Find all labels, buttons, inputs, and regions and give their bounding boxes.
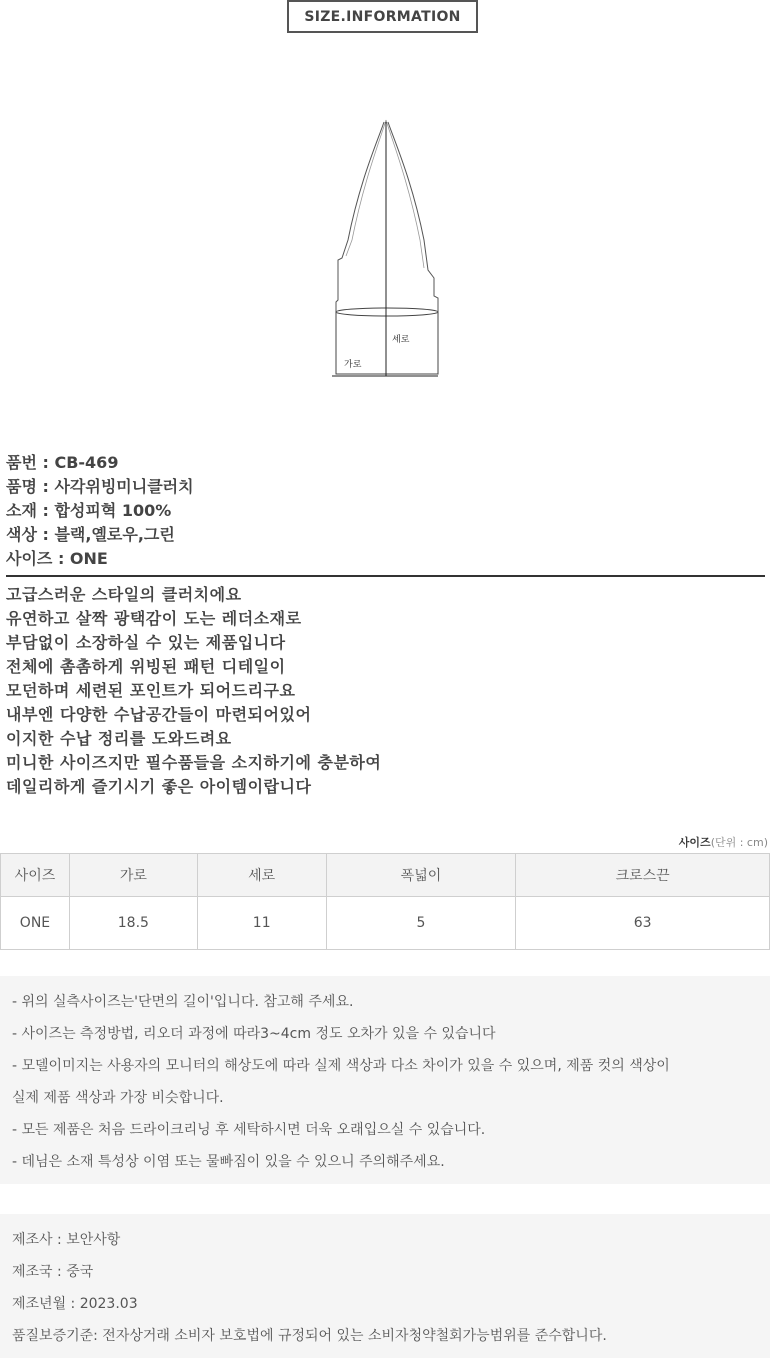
origin-line: 제조국 : 중국 (12, 1264, 94, 1280)
info-row-color: 색상 : 블랙,옐로우,그린 (6, 525, 175, 544)
product-description (6, 583, 766, 799)
info-row-size: 사이즈 : ONE (6, 549, 108, 568)
note-line: 실제 제품 색상과 가장 비슷합니다. (12, 1090, 224, 1106)
note-line: - 모든 제품은 처음 드라이크리닝 후 세탁하시면 더욱 오래입으실 수 있습니다. (12, 1122, 486, 1138)
date-line: 제조년월 : 2023.03 (12, 1296, 138, 1312)
bag-size-diagram (320, 110, 450, 390)
manufacturer-box (0, 1214, 770, 1358)
info-row-material: 소재 : 합성피혁 100% (6, 501, 172, 520)
info-row-name: 품명 : 사각위빙미니클러치 (6, 477, 194, 496)
table-header-cell: 세로 (197, 854, 326, 897)
product-info (6, 451, 766, 571)
table-header-cell: 사이즈 (1, 854, 70, 897)
table-cell: 5 (326, 897, 516, 950)
note-line: - 위의 실측사이즈는'단면의 길이'입니다. 참고해 주세요. (12, 994, 354, 1010)
size-unit-note: 사이즈(단위 : cm) (678, 836, 768, 849)
description-line: 부담없이 소장하실 수 있는 제품입니다 (6, 633, 286, 652)
table-row (1, 897, 770, 950)
notes-box (0, 976, 770, 1184)
table-cell: ONE (1, 897, 70, 950)
description-line: 미니한 사이즈지만 필수품들을 소지하기에 충분하여 (6, 753, 382, 772)
height-label: 세로 (392, 335, 410, 345)
description-line: 전체에 촘촘하게 위빙된 패턴 디테일이 (6, 657, 286, 676)
size-table (0, 853, 770, 950)
width-label: 가로 (344, 360, 362, 370)
note-line: - 모델이미지는 사용자의 모니터의 해상도에 따라 실제 색상과 다소 차이가 있을 수 있으며, 제품 컷의 색상이 (12, 1058, 670, 1074)
table-header-cell: 가로 (69, 854, 197, 897)
description-line: 고급스러운 스타일의 클러치에요 (6, 585, 242, 604)
table-cell: 11 (197, 897, 326, 950)
description-line: 내부엔 다양한 수납공간들이 마련되어있어 (6, 705, 312, 724)
table-cell: 18.5 (69, 897, 197, 950)
note-line: - 사이즈는 측정방법, 리오더 과정에 따라3~4cm 정도 오차가 있을 수 있습니다 (12, 1026, 496, 1042)
bag-strap (336, 122, 384, 312)
note-line: - 데님은 소재 특성상 이염 또는 물빠짐이 있을 수 있으니 주의해주세요. (12, 1154, 445, 1170)
description-line: 유연하고 살짝 광택감이 도는 레더소재로 (6, 609, 302, 628)
table-header-cell: 크로스끈 (516, 854, 770, 897)
section-title: SIZE.INFORMATION (287, 0, 478, 33)
manufacturer-line: 제조사 : 보안사항 (12, 1232, 121, 1248)
table-cell: 63 (516, 897, 770, 950)
info-row-code: 품번 : CB-469 (6, 453, 119, 472)
description-line: 데일리하게 즐기시기 좋은 아이템이랍니다 (6, 777, 312, 796)
description-line: 이지한 수납 정리를 도와드려요 (6, 729, 232, 748)
table-header-cell: 폭넓이 (326, 854, 516, 897)
description-line: 모던하며 세련된 포인트가 되어드리구요 (6, 681, 296, 700)
info-divider (6, 575, 765, 577)
warranty-line: 품질보증기준: 전자상거래 소비자 보호법에 규정되어 있는 소비자청약철회가능범위를 준수합니다. (12, 1328, 607, 1344)
table-header-row (1, 854, 770, 897)
